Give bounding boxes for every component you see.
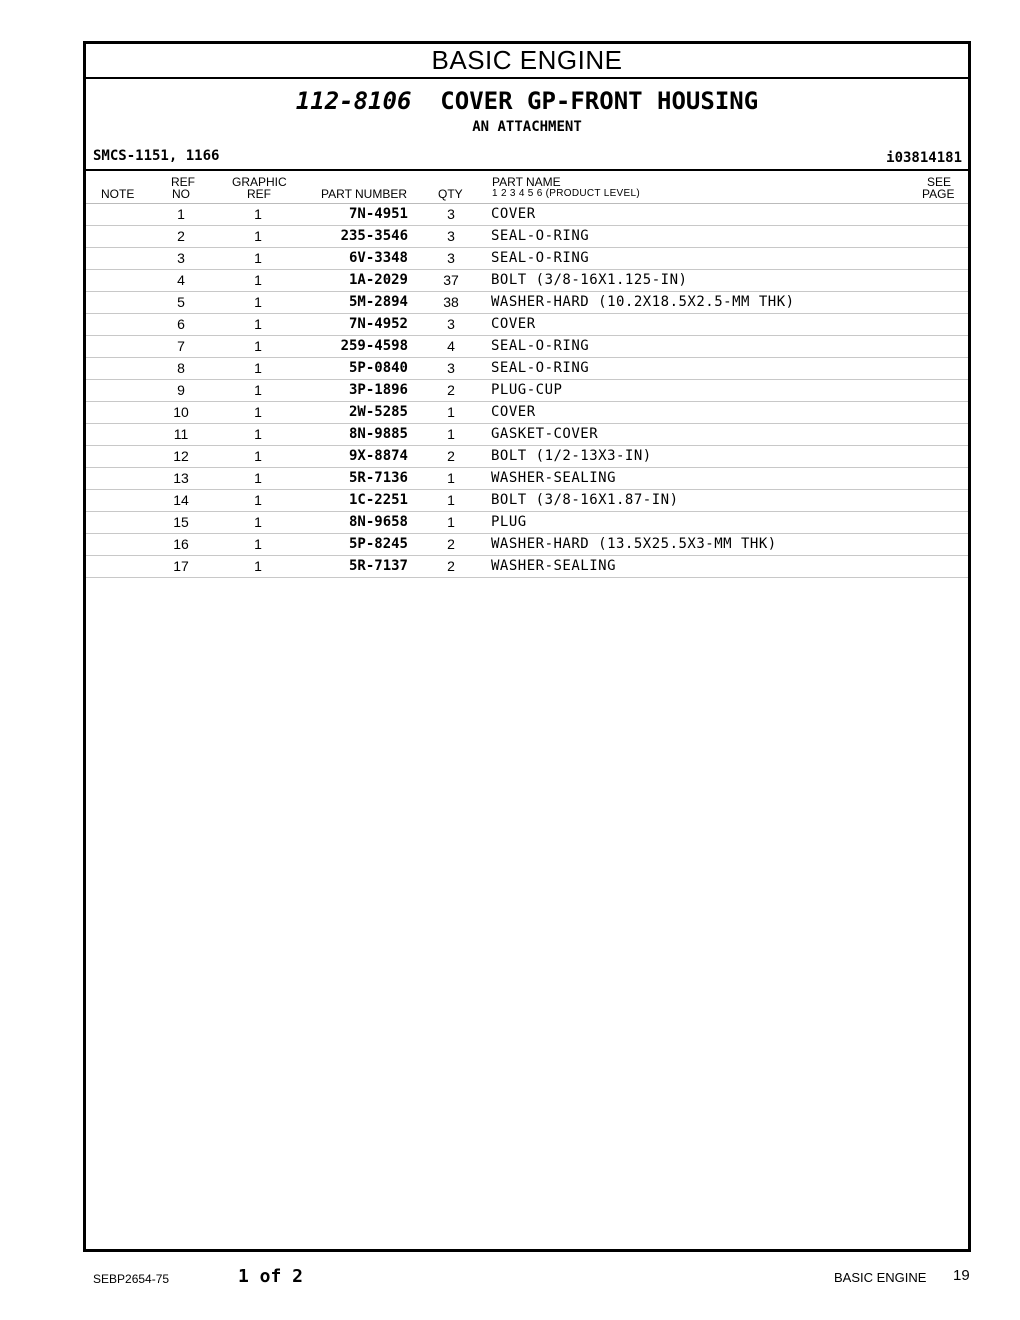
quantity: 3 xyxy=(447,316,455,332)
ref-no: 9 xyxy=(177,382,185,398)
quantity: 1 xyxy=(447,404,455,420)
table-row xyxy=(86,402,968,424)
table-row xyxy=(86,534,968,556)
part-number: 1A-2029 xyxy=(348,272,408,288)
parts-table-body xyxy=(86,204,968,578)
part-group-name: COVER GP-FRONT HOUSING xyxy=(440,87,759,115)
graphic-ref: 1 xyxy=(254,338,262,354)
part-number: 3P-1896 xyxy=(348,382,408,398)
quantity: 1 xyxy=(447,492,455,508)
part-name: BOLT (1/2-13X3-IN) xyxy=(491,448,652,464)
parts-list-frame xyxy=(83,41,971,1252)
table-row xyxy=(86,380,968,402)
table-row xyxy=(86,446,968,468)
ref-no: 2 xyxy=(177,228,185,244)
part-name: WASHER-SEALING xyxy=(491,558,617,574)
table-row xyxy=(86,556,968,578)
part-number: 5P-8245 xyxy=(348,536,408,552)
footer-section: BASIC ENGINE xyxy=(834,1270,927,1285)
part-number: 7N-4952 xyxy=(348,316,408,332)
table-row xyxy=(86,490,968,512)
part-name: GASKET-COVER xyxy=(491,426,599,442)
part-number: 8N-9885 xyxy=(348,426,408,442)
part-name: SEAL-O-RING xyxy=(491,228,590,244)
graphic-ref: 1 xyxy=(254,294,262,310)
quantity: 3 xyxy=(447,206,455,222)
subtitle: AN ATTACHMENT xyxy=(472,119,582,135)
quantity: 2 xyxy=(447,558,455,574)
part-number: 259-4598 xyxy=(340,338,408,354)
section-title: BASIC ENGINE xyxy=(86,44,968,79)
quantity: 3 xyxy=(447,250,455,266)
graphic-ref: 1 xyxy=(254,206,262,222)
col-note: NOTE xyxy=(101,187,135,201)
ref-no: 8 xyxy=(177,360,185,376)
graphic-ref: 1 xyxy=(254,536,262,552)
quantity: 4 xyxy=(447,338,455,354)
ref-no: 3 xyxy=(177,250,185,266)
part-number: 5R-7136 xyxy=(348,470,408,486)
graphic-ref: 1 xyxy=(254,448,262,464)
graphic-ref: 1 xyxy=(254,558,262,574)
part-number: 5M-2894 xyxy=(348,294,408,310)
quantity: 2 xyxy=(447,536,455,552)
part-name: COVER xyxy=(491,404,536,420)
graphic-ref: 1 xyxy=(254,470,262,486)
footer-page-of: 1 of 2 xyxy=(238,1266,304,1287)
ref-no: 12 xyxy=(173,448,189,464)
smcs-code: SMCS-1151, 1166 xyxy=(93,148,220,164)
part-title xyxy=(86,87,968,115)
col-ref-bottom: NO xyxy=(172,187,190,201)
ref-no: 16 xyxy=(173,536,189,552)
part-number: 9X-8874 xyxy=(348,448,408,464)
quantity: 1 xyxy=(447,426,455,442)
part-name: PLUG-CUP xyxy=(491,382,563,398)
table-row xyxy=(86,314,968,336)
graphic-ref: 1 xyxy=(254,492,262,508)
table-row xyxy=(86,270,968,292)
part-number: 235-3546 xyxy=(340,228,408,244)
graphic-ref: 1 xyxy=(254,382,262,398)
col-see-bottom: PAGE xyxy=(922,187,955,201)
ref-no: 17 xyxy=(173,558,189,574)
col-graphic-bottom: REF xyxy=(247,187,271,201)
part-name: SEAL-O-RING xyxy=(491,360,590,376)
ref-no: 7 xyxy=(177,338,185,354)
illustration-id: i03814181 xyxy=(886,150,962,166)
ref-no: 11 xyxy=(173,426,189,442)
part-number: 5R-7137 xyxy=(348,558,408,574)
graphic-ref: 1 xyxy=(254,272,262,288)
table-row xyxy=(86,292,968,314)
part-name: WASHER-HARD (10.2X18.5X2.5-MM THK) xyxy=(491,294,795,310)
table-row xyxy=(86,336,968,358)
part-number: 5P-0840 xyxy=(348,360,408,376)
graphic-ref: 1 xyxy=(254,514,262,530)
part-number: 2W-5285 xyxy=(348,404,408,420)
ref-no: 1 xyxy=(177,206,185,222)
quantity: 37 xyxy=(443,272,459,288)
part-name: SEAL-O-RING xyxy=(491,338,590,354)
table-row xyxy=(86,424,968,446)
table-row xyxy=(86,512,968,534)
graphic-ref: 1 xyxy=(254,228,262,244)
quantity: 1 xyxy=(447,470,455,486)
part-name: BOLT (3/8-16X1.87-IN) xyxy=(491,492,679,508)
graphic-ref: 1 xyxy=(254,404,262,420)
col-part-number: PART NUMBER xyxy=(321,187,408,201)
ref-no: 14 xyxy=(173,492,189,508)
part-number: 6V-3348 xyxy=(348,250,408,266)
graphic-ref: 1 xyxy=(254,426,262,442)
part-number: 7N-4951 xyxy=(348,206,408,222)
col-graphic-top: GRAPHIC xyxy=(232,175,287,189)
part-name: COVER xyxy=(491,206,536,222)
footer-document-id: SEBP2654-75 xyxy=(93,1272,170,1286)
footer-page-number: 19 xyxy=(953,1267,970,1284)
col-see-top: SEE xyxy=(927,175,952,189)
part-number: 1C-2251 xyxy=(348,492,408,508)
ref-no: 10 xyxy=(173,404,189,420)
ref-no: 5 xyxy=(177,294,185,310)
part-name: PLUG xyxy=(491,514,527,530)
quantity: 2 xyxy=(447,448,455,464)
table-row xyxy=(86,226,968,248)
ref-no: 4 xyxy=(177,272,185,288)
quantity: 2 xyxy=(447,382,455,398)
table-row xyxy=(86,204,968,226)
part-name: COVER xyxy=(491,316,536,332)
part-number: 8N-9658 xyxy=(348,514,408,530)
quantity: 38 xyxy=(443,294,459,310)
ref-no: 15 xyxy=(173,514,189,530)
part-name: BOLT (3/8-16X1.125-IN) xyxy=(491,272,688,288)
column-headers xyxy=(86,171,968,204)
quantity: 3 xyxy=(447,228,455,244)
part-name: WASHER-HARD (13.5X25.5X3-MM THK) xyxy=(491,536,777,552)
col-part-name: PART NAME xyxy=(492,175,561,189)
col-product-levels: 1 2 3 4 5 6 (PRODUCT LEVEL) xyxy=(492,188,640,199)
quantity: 1 xyxy=(447,514,455,530)
ref-no: 6 xyxy=(177,316,185,332)
table-row xyxy=(86,248,968,270)
col-qty: QTY xyxy=(438,187,463,201)
col-ref-top: REF xyxy=(171,175,195,189)
table-row xyxy=(86,468,968,490)
part-name: SEAL-O-RING xyxy=(491,250,590,266)
part-group-number: 112-8106 xyxy=(295,87,412,115)
quantity: 3 xyxy=(447,360,455,376)
graphic-ref: 1 xyxy=(254,360,262,376)
part-heading xyxy=(86,79,968,171)
part-name: WASHER-SEALING xyxy=(491,470,617,486)
table-row xyxy=(86,358,968,380)
graphic-ref: 1 xyxy=(254,250,262,266)
graphic-ref: 1 xyxy=(254,316,262,332)
ref-no: 13 xyxy=(173,470,189,486)
